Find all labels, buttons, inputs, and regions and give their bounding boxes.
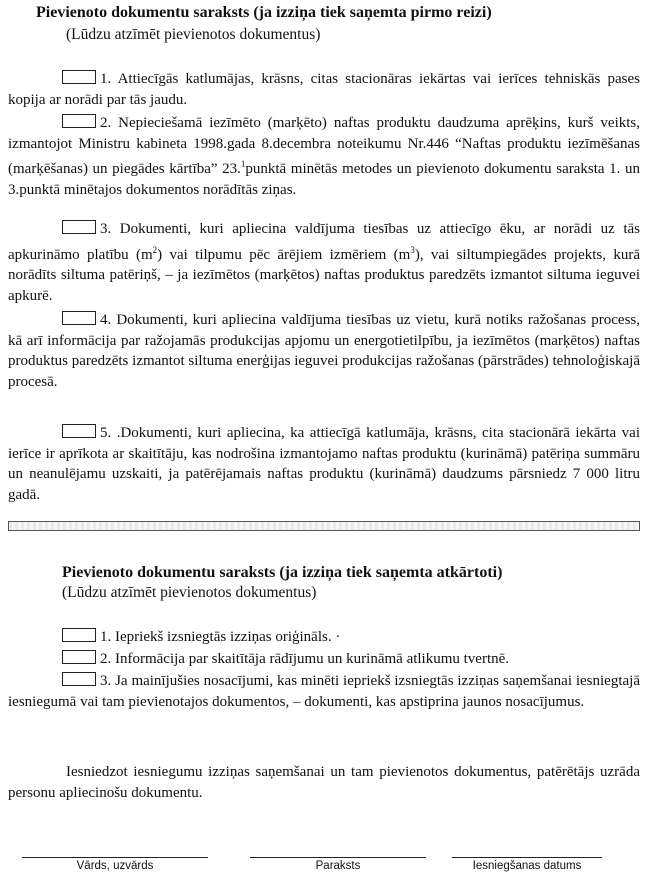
sign-label: Paraksts (315, 860, 361, 872)
s1-item-2-text: 2. Nepieciešamā iezīmēto (marķēto) naftas produktu daudzuma aprēķins, kurš veikts, izmantojot Ministru kabineta 1998.gada 8.decembra noteikumu Nr.446 “Naftas produktu iezīmēšanas (marķēšanas) un piegādes kārtība” 23. (8, 115, 640, 177)
s1-item-5 (8, 423, 640, 505)
s1-item-3 (8, 219, 640, 306)
s1-item-1 (8, 69, 640, 110)
sup-3: 3 (410, 244, 415, 255)
s1-item-4-text: 4. Dokumenti, kuri apliecina valdījuma tiesības uz vietu, kurā notiks ražošanas process, kā arī informācija par ražojamās produkcijas apjomu un energotietilpību, ja iezīmētos (marķētos) naftas produktus paredzēts izmantot siltuma enerģijas ieguvei produkcijas ražošanas (pārstrādes) tehnoloģiskajā procesā. (8, 312, 640, 390)
date-signature-line (452, 857, 602, 858)
s2-item-2 (8, 649, 640, 670)
s1-item-1-text: 1. Attiecīgās katlumājas, krāsns, citas stacionāras iekārtas vai ierīces tehniskās pases kopija ar norādi par tās jaudu. (8, 71, 640, 108)
s1-item-4 (8, 310, 640, 392)
s1-item-1-checkbox[interactable] (62, 70, 96, 84)
section1-title: Pievienoto dokumentu saraksts (ja izziņa tiek saņemta pirmo reizi) (36, 4, 492, 21)
section2-subtitle: (Lūdzu atzīmēt pievienotos dokumentus) (62, 584, 317, 601)
s2-item-3-checkbox[interactable] (62, 672, 96, 686)
name-signature-line (22, 857, 208, 858)
s2-item-2-checkbox[interactable] (62, 650, 96, 664)
signature-line (250, 857, 426, 858)
s1-item-3-checkbox[interactable] (62, 220, 96, 234)
submission-note: Iesniedzot iesniegumu izziņas saņemšanai un tam pievienotos dokumentus, patērētājs uzrāda personu apliecinošu dokumentu. (8, 764, 640, 801)
section1-subtitle: (Lūdzu atzīmēt pievienotos dokumentus) (66, 26, 321, 43)
s1-item-2-text-cont: punktā minētās metodes un pievienoto dokumentu saraksta 1. un 3.punktā minētajos dokumentos norādītās ziņas. (8, 161, 641, 198)
section2-title: Pievienoto dokumentu saraksts (ja izziņa tiek saņemta atkārtoti) (62, 564, 503, 581)
s2-item-1-text: 1. Iepriekš izsniegtās izziņas oriģināls. · (100, 629, 341, 645)
section-divider (8, 521, 640, 531)
s1-item-5-checkbox[interactable] (62, 424, 96, 438)
s2-item-1-checkbox[interactable] (62, 628, 96, 642)
name-label: Vārds, uzvārds (76, 860, 154, 872)
s1-item-3-text-b: ) vai tilpumu pēc ārējiem izmēriem (m (157, 246, 411, 263)
s1-item-2 (8, 113, 640, 200)
s2-item-2-text: 2. Informācija par skaitītāja rādījumu un kurināmā atlikumu tvertnē. (100, 651, 510, 667)
s1-item-3-text-c: ), vai siltumpiegādes projekts, kurā norādīts siltuma patēriņš, – ja iezīmētos (marķētos) naftas produktus paredzēts izmantot siltuma ieguvei apkurē. (8, 246, 640, 304)
s1-item-5-text: 5. .Dokumenti, kuri apliecina, ka attiecīgā katlumāja, krāsns, cita stacionārā iekārta vai ierīce ir aprīkota ar skaitītāju, kas nodrošina izmantojamo naftas produktu (kurināmā) patēriņa summāru un neanulējamu uzskaiti, ja patērējamais naftas produktu (kurināmā) daudzums pārsniedz 7 000 litru gadā. (8, 425, 640, 503)
s1-item-3-text: 3. Dokumenti, kuri apliecina valdījuma tiesības uz attiecīgo ēku, ar norādi uz tās apkurināmo platību (m (8, 221, 640, 263)
s2-item-3 (8, 671, 640, 712)
s2-item-3-text: 3. Ja mainījušies nosacījumi, kas minēti iepriekš izsniegtās izziņas saņemšanai iesniegtajā iesniegumā vai tam pievienotajos dokumentos, – dokumenti, kas apstiprina jaunos nosacījumus. (8, 673, 640, 710)
s1-item-2-checkbox[interactable] (62, 114, 96, 128)
s1-item-4-checkbox[interactable] (62, 311, 96, 325)
date-label: Iesniegšanas datums (472, 860, 582, 872)
footnote-sup: 1 (240, 159, 246, 169)
sup-2: 2 (152, 244, 158, 255)
s2-item-1 (8, 627, 640, 648)
